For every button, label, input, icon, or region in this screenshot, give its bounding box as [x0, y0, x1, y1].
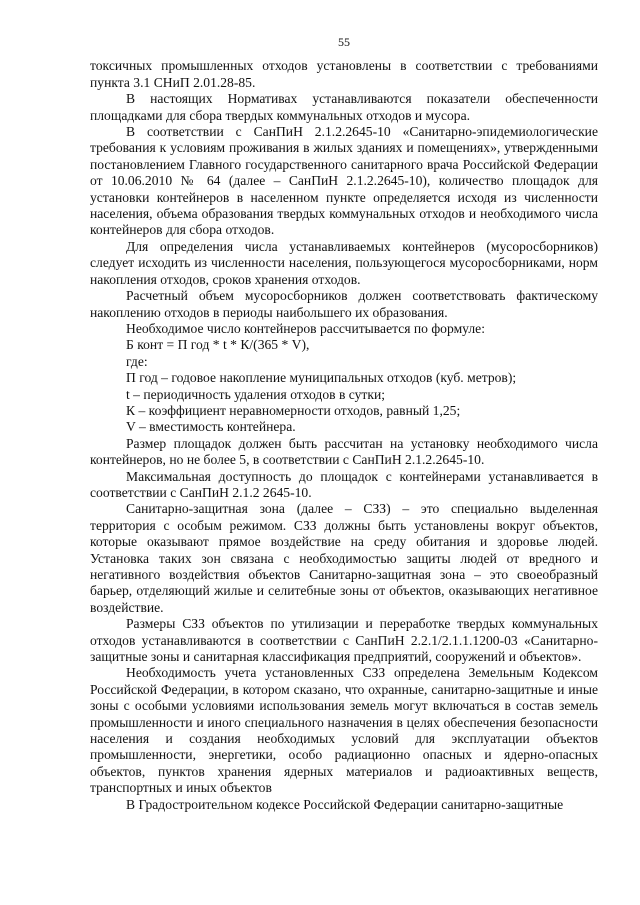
paragraph-10: Необходимость учета установленных СЗЗ определена Земельным Кодексом Российской Федерации, в котором сказано, что охранные, санитарно-защитные и иные зоны с особыми условиями использования земель могут включаться в состав земель промышленности и иного специального назначения в целях обеспечения безопасности населения и создания необходимых условий для эксплуатации объектов промышленности, энергетики, особо радиационно опасных и ядерно-опасных объектов, пунктов хранения ядерных материалов и радиоактивных веществ, транспортных и иных объектов: [90, 665, 598, 796]
paragraph-6: Размер площадок должен быть рассчитан на установку необходимого числа контейнеров, но не более 5, в соответствии с СанПиН 2.1.2.2645-10.: [90, 435, 598, 468]
definition-item: V – вместимость контейнера.: [126, 419, 296, 435]
definition-item: П год – годовое накопление муниципальных отходов (куб. метров);: [126, 370, 517, 386]
definition-item: К – коэффициент неравномерности отходов, равный 1,25;: [126, 402, 461, 418]
formula-where: где:: [126, 353, 148, 369]
paragraph-9: Размеры СЗЗ объектов по утилизации и переработке твердых коммунальных отходов устанавливаются в соответствии с СанПиН 2.2.1/2.1.1.1200-03 «Санитарно-защитные зоны и санитарная классификация предприятий, сооружений и объектов».: [90, 616, 598, 665]
paragraph-2: В настоящих Нормативах устанавливаются показатели обеспеченности площадками для сбора твердых коммунальных отходов и мусора.: [90, 91, 598, 123]
paragraph-7: Максимальная доступность до площадок с контейнерами устанавливается в соответствии с СанПиН 2.1.2 2645-10.: [90, 468, 598, 500]
formula: Б конт = П год * t * К/(365 * V),: [126, 337, 310, 353]
paragraph-4: Для определения числа устанавливаемых контейнеров (мусоросборников) следует исходить из численности населения, пользующегося мусоросборниками, норм накопления отходов, сроков хранения отходов.: [90, 238, 598, 287]
paragraph-11: В Градостроительном кодексе Российской Федерации санитарно-защитные: [126, 796, 564, 812]
paragraph-1: токсичных промышленных отходов установлены в соответствии с требованиями пункта 3.1 СНиП 2.01.28-85.: [90, 58, 598, 90]
definition-item: t – периодичность удаления отходов в сутки;: [126, 386, 386, 402]
page-number: 55: [338, 35, 350, 49]
formula-intro: Необходимое число контейнеров рассчитывается по формуле:: [126, 320, 485, 336]
paragraph-8: Санитарно-защитная зона (далее – СЗЗ) – это специально выделенная территория с особым режимом. СЗЗ должны быть установлены вокруг объектов, которые оказывают прямое воздействие на среду обитания и здоровье людей. Установка таких зон связана с необходимостью защиты людей от вредного и негативного воздействия объектов Санитарно-защитная зона – это своеобразный барьер, отделяющий жилые и селитебные зоны от объектов, оказывающих негативное воздействие.: [90, 501, 598, 615]
paragraph-3: В соответствии с СанПиН 2.1.2.2645-10 «Санитарно-эпидемиологические требования к условиям проживания в жилых зданиях и помещениях», утвержденными постановлением Главного государственного санитарного врача Российской Федерации от 10.06.2010 № 64 (далее – СанПиН 2.1.2.2645-10), количество площадок для установки контейнеров в населенном пункте определяется исходя из численности населения, объема образования твердых коммунальных отходов и необходимого числа контейнеров для сбора отходов.: [90, 124, 598, 238]
paragraph-5: Расчетный объем мусоросборников должен соответствовать фактическому накоплению отходов в периоды наибольшего их образования.: [90, 288, 598, 320]
